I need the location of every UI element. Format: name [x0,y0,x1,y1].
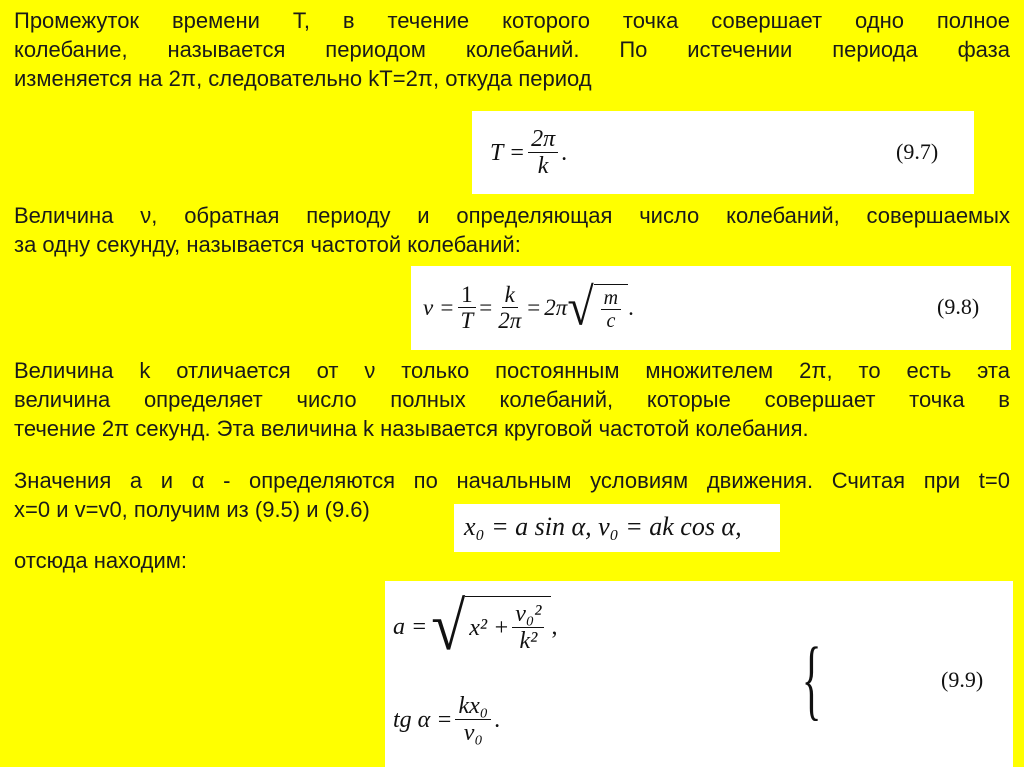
brace-icon: { [801,630,822,729]
paragraph-period-definition [14,6,1010,93]
fraction-denominator: 2π [498,307,522,333]
formula-lhs: a = [393,613,428,640]
formula-text: x₀ = a sin α, v₀ = ak cos α, [464,512,742,541]
equals-sign: = [527,295,541,320]
fraction [528,127,558,180]
paragraph-hence [14,546,1010,575]
phase-equation [393,685,500,755]
equation-number: (9.9) [941,667,984,692]
formula-9-8 [411,266,1011,350]
text-line: x=0 и v=v0, получим из (9.5) и (9.6) [14,497,370,522]
equals-sign: = [479,295,493,320]
formula-9-9 [385,581,1013,767]
text-line: величина определяет число полных колебаний, которые совершает точка в [14,387,1010,412]
coefficient: 2π [544,295,568,320]
formula-tail: . [494,706,501,733]
text-line: Значения a и α - определяются по начальным условиям движения. Считая при t=0 [14,468,1010,493]
text-line: за одну секунду, называется частотой колебаний: [14,232,521,257]
paragraph-frequency [14,201,1010,259]
fraction-denominator: T [460,307,474,333]
amplitude-equation [393,591,557,663]
fraction-denominator: k [537,152,549,179]
fraction-numerator: kx₀ [455,694,491,720]
fraction-denominator: v₀ [463,719,483,746]
fraction-numerator: k [502,283,518,308]
equation-number: (9.7) [896,139,939,164]
formula-lhs: ν = [423,295,455,320]
fraction [457,283,476,333]
fraction [455,694,491,747]
text-line: Величина ν, обратная периоду и определяющая число колебаний, совершаемых [14,203,1010,228]
fraction [495,283,524,333]
text-line: изменяется на 2π, следовательно kT=2π, откуда период [14,66,592,91]
fraction-numerator: v₀² [512,602,544,628]
text-line: колебание, называется периодом колебаний. По истечении периода фаза [14,37,1010,62]
square-root [567,278,628,337]
fraction [601,288,621,332]
fraction-denominator: k² [519,628,538,655]
text-line: Величина k отличается от ν только постоянным множителем 2π, то есть эта [14,358,1010,383]
equation-number: (9.8) [937,294,980,319]
fraction-numerator: m [601,288,621,310]
formula-tail: . [628,295,634,320]
text-line: Промежуток времени T, в течение которого точка совершает одно полное [14,8,1010,33]
formula-initial-values [454,504,780,552]
sqrt-icon: √ [431,589,466,665]
fraction-denominator: c [606,309,616,332]
formula-9-7 [472,111,974,194]
sqrt-icon: √ [567,278,594,337]
square-root [431,589,551,665]
formula-lhs: tg α = [393,706,453,733]
formula-tail: . [561,139,568,166]
text-line: течение 2π секунд. Эта величина k называется круговой частотой колебания. [14,416,809,441]
fraction-numerator: 2π [528,127,558,153]
x-squared: x² + [469,615,510,641]
fraction [512,602,544,655]
text-line: отсюда находим: [14,548,188,573]
paragraph-circular-frequency [14,356,1010,443]
formula-tail: , [551,613,558,640]
formula-lhs: T = [490,139,526,166]
fraction-numerator: 1 [458,283,476,308]
